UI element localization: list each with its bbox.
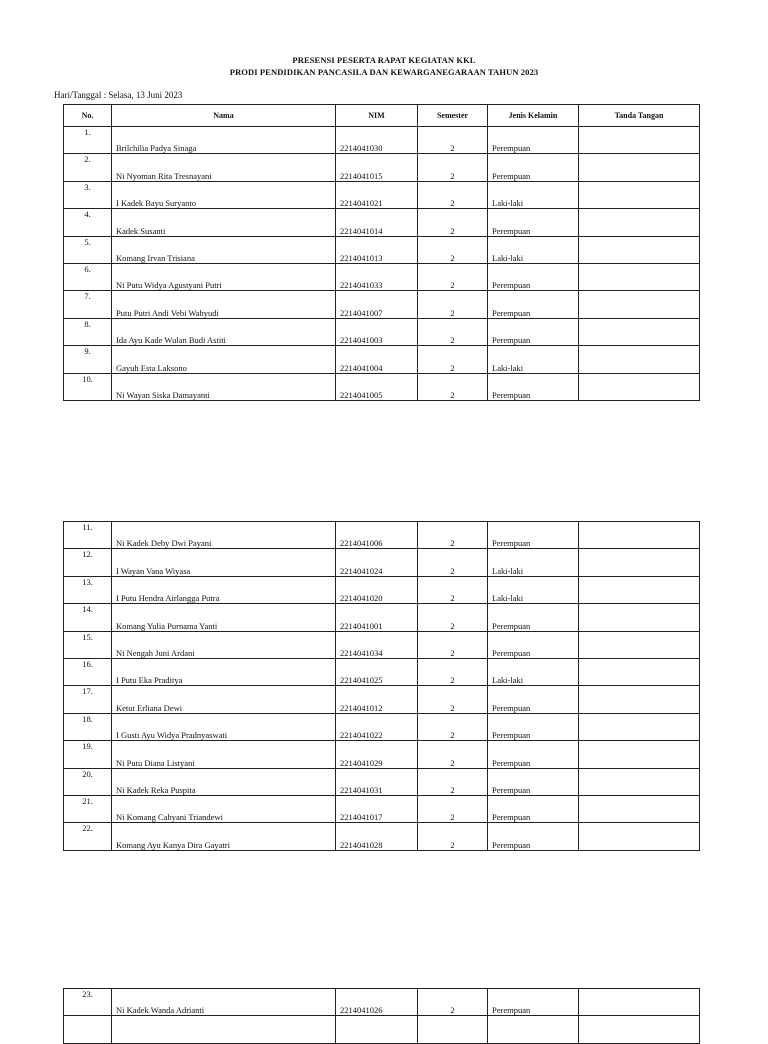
cell-semester: 2 (418, 181, 488, 208)
cell-jenis-kelamin: Perempuan (488, 127, 579, 154)
cell-jenis-kelamin: Perempuan (488, 209, 579, 236)
cell-nim: 2214041014 (336, 209, 418, 236)
cell-tanda-tangan (579, 658, 700, 685)
cell-nim: 2214041006 (336, 522, 418, 549)
cell-nama: Ni Nengah Juni Ardani (112, 631, 336, 658)
cell-tanda-tangan (579, 741, 700, 768)
column-header-nama: Nama (112, 105, 336, 127)
cell-semester: 2 (418, 209, 488, 236)
cell-nama: I Putu Hendra Airlangga Putra (112, 576, 336, 603)
table-row (64, 373, 700, 400)
table-row (64, 795, 700, 822)
document-subtitle: PRODI PENDIDIKAN PANCASILA DAN KEWARGANEGARAAN TAHUN 2023 (229, 67, 539, 77)
cell-jenis-kelamin: Laki-laki (488, 576, 579, 603)
table-row (64, 346, 700, 373)
cell-semester: 2 (418, 713, 488, 740)
cell-semester: 2 (418, 576, 488, 603)
cell-tanda-tangan (579, 686, 700, 713)
cell-tanda-tangan (579, 236, 700, 263)
cell-tanda-tangan (579, 823, 700, 850)
cell-jenis-kelamin: Laki-laki (488, 236, 579, 263)
cell-nama: I Gusti Ayu Widya Pradnyaswati (112, 713, 336, 740)
table-row (64, 236, 700, 263)
cell-tanda-tangan (579, 318, 700, 345)
cell-tanda-tangan (579, 522, 700, 549)
cell-nim: 2214041034 (336, 631, 418, 658)
table-row (64, 631, 700, 658)
cell-no: 6. (64, 263, 112, 290)
cell-nama: Komang Irvan Trisiana (112, 236, 336, 263)
attendance-table-2 (63, 521, 700, 851)
cell-nama: Gayuh Esta Laksono (112, 346, 336, 373)
cell-nim: 2214041003 (336, 318, 418, 345)
table-row (64, 1016, 700, 1043)
cell-semester: 2 (418, 604, 488, 631)
cell-nim: 2214041013 (336, 236, 418, 263)
table-row (64, 209, 700, 236)
cell-no: 22. (64, 823, 112, 850)
cell-semester: 2 (418, 741, 488, 768)
cell-tanda-tangan (579, 291, 700, 318)
cell-nim: 2214041015 (336, 154, 418, 181)
cell-semester: 2 (418, 346, 488, 373)
cell-tanda-tangan (579, 768, 700, 795)
cell-jenis-kelamin: Perempuan (488, 318, 579, 345)
cell-jenis-kelamin: Perempuan (488, 713, 579, 740)
cell-no: 1. (64, 127, 112, 154)
cell-no: 20. (64, 768, 112, 795)
cell-semester: 2 (418, 549, 488, 576)
cell-nim: 2214041005 (336, 373, 418, 400)
cell-jenis-kelamin: Perempuan (488, 631, 579, 658)
cell-jenis-kelamin (488, 1016, 579, 1043)
column-header-tanda-tangan: Tanda Tangan (579, 105, 700, 127)
cell-no: 4. (64, 209, 112, 236)
cell-no: 7. (64, 291, 112, 318)
cell-semester: 2 (418, 823, 488, 850)
cell-tanda-tangan (579, 127, 700, 154)
cell-no: 14. (64, 604, 112, 631)
table-row (64, 576, 700, 603)
cell-nim: 2214041029 (336, 741, 418, 768)
attendance-table-3 (63, 988, 700, 1044)
cell-nama: Ni Kadek Reka Puspita (112, 768, 336, 795)
cell-no: 10. (64, 373, 112, 400)
cell-nim: 2214041025 (336, 658, 418, 685)
cell-no: 23. (64, 989, 112, 1016)
cell-nim (336, 1016, 418, 1043)
cell-tanda-tangan (579, 576, 700, 603)
cell-no: 19. (64, 741, 112, 768)
cell-jenis-kelamin: Perempuan (488, 686, 579, 713)
cell-semester: 2 (418, 291, 488, 318)
cell-semester: 2 (418, 263, 488, 290)
table-row (64, 658, 700, 685)
cell-jenis-kelamin: Perempuan (488, 263, 579, 290)
cell-jenis-kelamin: Laki-laki (488, 549, 579, 576)
cell-nim: 2214041004 (336, 346, 418, 373)
cell-semester: 2 (418, 686, 488, 713)
cell-no: 8. (64, 318, 112, 345)
cell-jenis-kelamin: Perempuan (488, 795, 579, 822)
cell-semester: 2 (418, 522, 488, 549)
cell-nim: 2214041030 (336, 127, 418, 154)
table-row (64, 263, 700, 290)
cell-tanda-tangan (579, 989, 700, 1016)
cell-semester: 2 (418, 236, 488, 263)
cell-tanda-tangan (579, 209, 700, 236)
cell-nim: 2214041031 (336, 768, 418, 795)
cell-nama: I Putu Eka Praditya (112, 658, 336, 685)
cell-semester: 2 (418, 768, 488, 795)
cell-nama: I Wayan Vana Wiyasa (112, 549, 336, 576)
cell-semester: 2 (418, 318, 488, 345)
cell-tanda-tangan (579, 346, 700, 373)
cell-semester: 2 (418, 127, 488, 154)
cell-semester: 2 (418, 154, 488, 181)
cell-nama: Komang Yulia Purnama Yanti (112, 604, 336, 631)
cell-no: 3. (64, 181, 112, 208)
cell-tanda-tangan (579, 263, 700, 290)
column-header-jenis-kelamin: Jenis Kelamin (488, 105, 579, 127)
column-header-semester: Semester (418, 105, 488, 127)
table-row (64, 154, 700, 181)
table-row (64, 522, 700, 549)
cell-jenis-kelamin: Perempuan (488, 291, 579, 318)
table-row (64, 291, 700, 318)
cell-nim: 2214041033 (336, 263, 418, 290)
cell-nama: Ni Nyoman Rita Tresnayani (112, 154, 336, 181)
table-row (64, 127, 700, 154)
cell-jenis-kelamin: Laki-laki (488, 346, 579, 373)
cell-tanda-tangan (579, 631, 700, 658)
cell-nim: 2214041028 (336, 823, 418, 850)
cell-nama: Ni Kadek Wanda Adrianti (112, 989, 336, 1016)
cell-nim: 2214041024 (336, 549, 418, 576)
cell-tanda-tangan (579, 604, 700, 631)
cell-tanda-tangan (579, 795, 700, 822)
cell-nama: Ketut Erliana Dewi (112, 686, 336, 713)
table-row (64, 318, 700, 345)
cell-nama: Komang Ayu Kanya Dira Gayatri (112, 823, 336, 850)
cell-no (64, 1016, 112, 1043)
cell-jenis-kelamin: Laki-laki (488, 181, 579, 208)
cell-jenis-kelamin: Perempuan (488, 989, 579, 1016)
cell-jenis-kelamin: Perempuan (488, 154, 579, 181)
cell-no: 12. (64, 549, 112, 576)
cell-jenis-kelamin: Perempuan (488, 522, 579, 549)
cell-jenis-kelamin: Perempuan (488, 768, 579, 795)
table-row (64, 686, 700, 713)
cell-tanda-tangan (579, 373, 700, 400)
cell-semester: 2 (418, 373, 488, 400)
table-row (64, 713, 700, 740)
cell-nim: 2214041012 (336, 686, 418, 713)
cell-jenis-kelamin: Perempuan (488, 373, 579, 400)
table-row (64, 989, 700, 1016)
cell-jenis-kelamin: Perempuan (488, 604, 579, 631)
attendance-table-1 (63, 104, 700, 401)
cell-nama: Putu Putri Andi Vebi Wahyudi (112, 291, 336, 318)
cell-nama: Ni Putu Widya Agustyani Putri (112, 263, 336, 290)
cell-no: 2. (64, 154, 112, 181)
cell-nim: 2214041017 (336, 795, 418, 822)
cell-tanda-tangan (579, 713, 700, 740)
cell-nama: Ni Putu Diana Listyani (112, 741, 336, 768)
cell-tanda-tangan (579, 549, 700, 576)
table-row (64, 768, 700, 795)
table-row (64, 741, 700, 768)
cell-no: 13. (64, 576, 112, 603)
cell-no: 16. (64, 658, 112, 685)
cell-nama: Ida Ayu Kade Wulan Budi Astiti (112, 318, 336, 345)
cell-semester (418, 1016, 488, 1043)
cell-nama: Ni Kadek Deby Dwi Payani (112, 522, 336, 549)
cell-nama: Ni Komang Cahyani Triandewi (112, 795, 336, 822)
table-row (64, 604, 700, 631)
cell-nim: 2214041026 (336, 989, 418, 1016)
cell-nim: 2214041022 (336, 713, 418, 740)
document-title: PRESENSI PESERTA RAPAT KEGIATAN KKL (292, 55, 476, 65)
cell-nim: 2214041021 (336, 181, 418, 208)
cell-semester: 2 (418, 795, 488, 822)
cell-tanda-tangan (579, 1016, 700, 1043)
column-header-no: No. (64, 105, 112, 127)
cell-no: 15. (64, 631, 112, 658)
cell-no: 5. (64, 236, 112, 263)
cell-tanda-tangan (579, 154, 700, 181)
cell-no: 9. (64, 346, 112, 373)
cell-nama: Ni Wayan Siska Damayanti (112, 373, 336, 400)
cell-nama: Kadek Susanti (112, 209, 336, 236)
cell-nama: Brilchilia Padya Sinaga (112, 127, 336, 154)
table-row (64, 181, 700, 208)
cell-nama: I Kadek Bayu Suryanto (112, 181, 336, 208)
date-line: Hari/Tanggal : Selasa, 13 Juni 2023 (54, 90, 183, 100)
cell-no: 11. (64, 522, 112, 549)
cell-jenis-kelamin: Perempuan (488, 741, 579, 768)
cell-jenis-kelamin: Laki-laki (488, 658, 579, 685)
table-row (64, 549, 700, 576)
cell-nama (112, 1016, 336, 1043)
column-header-nim: NIM (336, 105, 418, 127)
cell-semester: 2 (418, 658, 488, 685)
cell-nim: 2214041001 (336, 604, 418, 631)
cell-nim: 2214041020 (336, 576, 418, 603)
cell-semester: 2 (418, 989, 488, 1016)
cell-jenis-kelamin: Perempuan (488, 823, 579, 850)
cell-semester: 2 (418, 631, 488, 658)
cell-no: 18. (64, 713, 112, 740)
cell-no: 21. (64, 795, 112, 822)
cell-nim: 2214041007 (336, 291, 418, 318)
cell-no: 17. (64, 686, 112, 713)
table-row (64, 823, 700, 850)
table-header-row (64, 105, 700, 127)
cell-tanda-tangan (579, 181, 700, 208)
